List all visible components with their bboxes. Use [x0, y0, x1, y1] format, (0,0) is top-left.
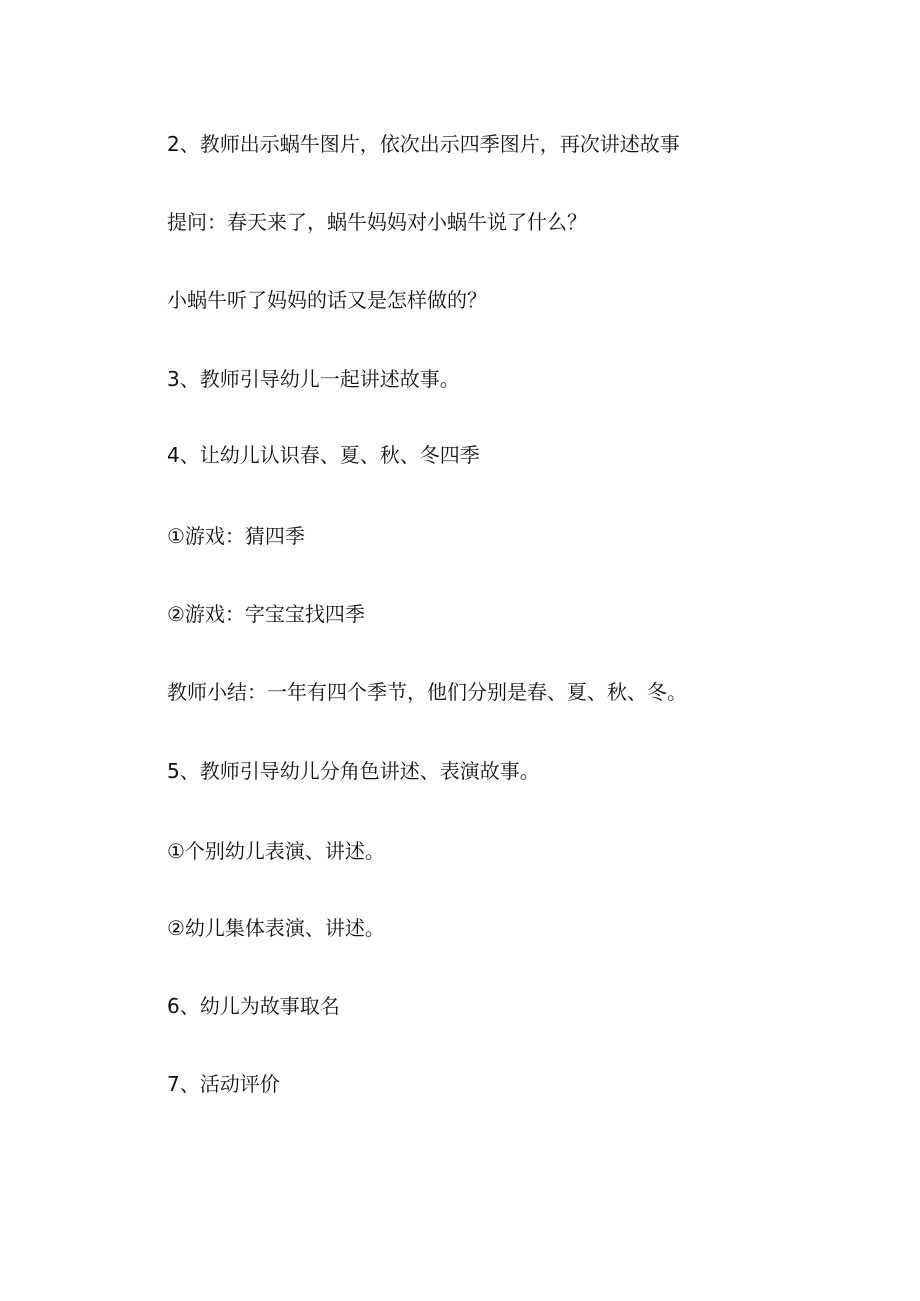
step-5-line: 5、教师引导幼儿分角色讲述、表演故事。: [167, 759, 540, 783]
step-7-line: 7、活动评价: [167, 1072, 280, 1096]
group-performance-line: ②幼儿集体表演、讲述。: [167, 916, 385, 940]
step-2-line: 2、教师出示蜗牛图片，依次出示四季图片，再次讲述故事: [167, 132, 680, 156]
teacher-summary-line: 教师小结：一年有四个季节，他们分别是春、夏、秋、冬。: [167, 680, 687, 704]
individual-performance-line: ①个别幼儿表演、讲述。: [167, 839, 385, 863]
step-4-line: 4、让幼儿认识春、夏、秋、冬四季: [167, 443, 480, 467]
step-3-line: 3、教师引导幼儿一起讲述故事。: [167, 367, 460, 391]
question-line-2: 小蜗牛听了妈妈的话又是怎样做的？: [167, 288, 487, 312]
step-6-line: 6、幼儿为故事取名: [167, 994, 340, 1018]
question-line-1: 提问：春天来了，蜗牛妈妈对小蜗牛说了什么？: [167, 210, 587, 234]
game-2-line: ②游戏：字宝宝找四季: [167, 602, 365, 626]
game-1-line: ①游戏：猜四季: [167, 524, 305, 548]
